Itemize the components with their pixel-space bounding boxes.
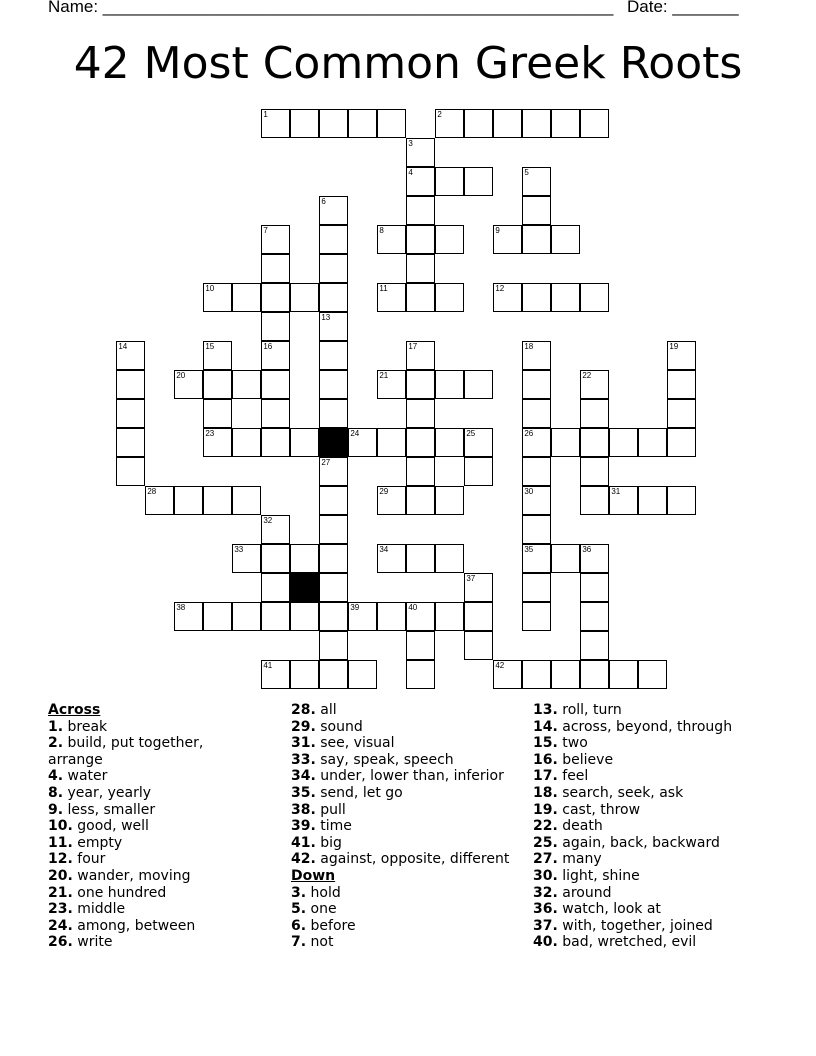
clue-item: 32. around [533, 884, 612, 901]
clues-column-2 [291, 702, 531, 951]
grid-cell[interactable] [290, 602, 319, 631]
clues-column-3 [533, 702, 773, 951]
clue-item: 1. break [48, 718, 108, 735]
grid-cell[interactable] [609, 428, 638, 457]
clue-item: 21. one hundred [48, 884, 167, 901]
grid-cell[interactable] [116, 370, 145, 399]
date-line[interactable]: Date: _______ [627, 0, 739, 16]
grid-cell[interactable] [406, 660, 435, 689]
clue-number-label: 35. [291, 784, 316, 801]
grid-cell[interactable] [348, 109, 377, 138]
grid-cell[interactable] [638, 660, 667, 689]
grid-cell[interactable] [261, 428, 290, 457]
grid-cell[interactable] [319, 399, 348, 428]
grid-cell[interactable] [435, 283, 464, 312]
clue-item: 34. under, lower than, inferior [291, 768, 504, 785]
clue-number: 21 [379, 371, 389, 381]
clue-item: 16. believe [533, 751, 614, 768]
clue-number-label: 40. [533, 934, 558, 951]
clue-number-label: 25. [533, 834, 558, 851]
clue-number-label: 36. [533, 901, 558, 918]
grid-cell[interactable] [522, 283, 551, 312]
clue-number-label: 21. [48, 884, 73, 901]
clue-number: 40 [408, 603, 418, 613]
grid-cell[interactable] [145, 486, 174, 515]
grid-cell[interactable] [203, 370, 232, 399]
grid-cell[interactable] [406, 138, 435, 167]
grid-cell[interactable] [522, 515, 551, 544]
grid-cell[interactable] [348, 428, 377, 457]
clue-number: 4 [408, 168, 413, 178]
grid-cell[interactable] [406, 254, 435, 283]
grid-cell[interactable] [638, 486, 667, 515]
clue-number: 11 [379, 284, 388, 294]
clue-item: 22. death [533, 818, 603, 835]
clue-item: 23. middle [48, 901, 126, 918]
grid-cell[interactable] [261, 109, 290, 138]
clue-item: 33. say, speak, speech [291, 751, 454, 768]
clue-item: 19. cast, throw [533, 801, 641, 818]
clue-number: 37 [466, 574, 476, 584]
grid-cell[interactable] [522, 399, 551, 428]
grid-cell[interactable] [348, 602, 377, 631]
grid-cell[interactable] [290, 544, 319, 573]
clue-number-label: 17. [533, 768, 558, 785]
clue-number-label: 20. [48, 867, 73, 884]
clue-number-label: 8. [48, 784, 64, 801]
grid-cell[interactable] [232, 283, 261, 312]
grid-cell[interactable] [580, 457, 609, 486]
clue-number: 30 [524, 487, 534, 497]
grid-cell[interactable] [116, 341, 145, 370]
clue-number: 22 [582, 371, 592, 381]
grid-cell[interactable] [406, 486, 435, 515]
grid-cell[interactable] [203, 399, 232, 428]
clue-number-label: 42. [291, 851, 316, 868]
grid-cell[interactable] [377, 225, 406, 254]
grid-cell[interactable] [319, 486, 348, 515]
clue-item: arrange [48, 751, 103, 768]
grid-cell[interactable] [116, 399, 145, 428]
grid-cell[interactable] [464, 602, 493, 631]
clue-item: 5. one [291, 901, 337, 918]
grid-cell[interactable] [406, 631, 435, 660]
grid-cell[interactable] [319, 109, 348, 138]
grid-cell[interactable] [319, 283, 348, 312]
grid-cell[interactable] [435, 544, 464, 573]
clue-item: 18. search, seek, ask [533, 784, 684, 801]
grid-cell[interactable] [522, 660, 551, 689]
grid-cell[interactable] [377, 109, 406, 138]
grid-cell[interactable] [493, 283, 522, 312]
grid-cell[interactable] [406, 196, 435, 225]
clue-section-heading: Across [48, 702, 101, 718]
grid-cell[interactable] [261, 515, 290, 544]
grid-cell[interactable] [580, 370, 609, 399]
clue-item: 2. build, put together, [48, 735, 204, 752]
black-square [319, 428, 348, 457]
grid-cell[interactable] [667, 486, 696, 515]
grid-cell[interactable] [551, 544, 580, 573]
grid-cell[interactable] [261, 544, 290, 573]
grid-cell[interactable] [116, 428, 145, 457]
clue-item: 9. less, smaller [48, 801, 156, 818]
grid-cell[interactable] [580, 486, 609, 515]
clue-number-label: 9. [48, 801, 64, 818]
clue-number: 12 [495, 284, 505, 294]
black-square [290, 573, 319, 602]
grid-cell[interactable] [522, 457, 551, 486]
grid-cell[interactable] [667, 370, 696, 399]
grid-cell[interactable] [174, 370, 203, 399]
grid-cell[interactable] [116, 457, 145, 486]
clue-number: 14 [118, 342, 128, 352]
clue-item: 31. see, visual [291, 735, 395, 752]
clue-item: 24. among, between [48, 917, 196, 934]
clue-number-label: 10. [48, 818, 73, 835]
grid-cell[interactable] [464, 167, 493, 196]
grid-cell[interactable] [580, 602, 609, 631]
clue-item: 25. again, back, backward [533, 834, 720, 851]
clue-number-label: 34. [291, 768, 316, 785]
grid-cell[interactable] [580, 109, 609, 138]
grid-cell[interactable] [551, 225, 580, 254]
grid-cell[interactable] [290, 428, 319, 457]
grid-cell[interactable] [406, 341, 435, 370]
clue-number: 32 [263, 516, 273, 526]
grid-cell[interactable] [493, 109, 522, 138]
grid-cell[interactable] [261, 370, 290, 399]
grid-cell[interactable] [551, 660, 580, 689]
clue-number: 16 [263, 342, 273, 352]
clue-number-label: 41. [291, 834, 316, 851]
clue-item: 40. bad, wretched, evil [533, 934, 697, 951]
clue-number: 28 [147, 487, 157, 497]
clue-item: 29. sound [291, 718, 363, 735]
clue-item: 38. pull [291, 801, 346, 818]
clue-item: 12. four [48, 851, 106, 868]
clue-number-label: 12. [48, 851, 73, 868]
grid-cell[interactable] [435, 370, 464, 399]
grid-cell[interactable] [203, 602, 232, 631]
grid-cell[interactable] [551, 283, 580, 312]
clue-number: 19 [669, 342, 679, 352]
clue-item: 3. hold [291, 884, 341, 901]
grid-cell[interactable] [203, 486, 232, 515]
clue-number: 18 [524, 342, 534, 352]
grid-cell[interactable] [667, 428, 696, 457]
grid-cell[interactable] [522, 573, 551, 602]
grid-cell[interactable] [406, 457, 435, 486]
grid-cell[interactable] [406, 283, 435, 312]
clue-item: 15. two [533, 735, 588, 752]
clue-number: 10 [205, 284, 215, 294]
clue-item: 6. before [291, 917, 356, 934]
grid-cell[interactable] [319, 602, 348, 631]
grid-cell[interactable] [377, 544, 406, 573]
clue-item: 7. not [291, 934, 334, 951]
grid-cell[interactable] [406, 428, 435, 457]
grid-cell[interactable] [377, 370, 406, 399]
clue-number: 2 [437, 110, 442, 120]
clue-number-label: 5. [291, 901, 307, 918]
grid-cell[interactable] [319, 631, 348, 660]
clue-item: 11. empty [48, 834, 123, 851]
grid-cell[interactable] [580, 631, 609, 660]
clue-number: 1 [263, 110, 268, 120]
grid-cell[interactable] [290, 109, 319, 138]
clue-item: 10. good, well [48, 818, 149, 835]
grid-cell[interactable] [377, 486, 406, 515]
clue-number: 3 [408, 139, 413, 149]
grid-cell[interactable] [174, 486, 203, 515]
clue-number: 26 [524, 429, 534, 439]
grid-cell[interactable] [261, 573, 290, 602]
grid-cell[interactable] [319, 573, 348, 602]
grid-cell[interactable] [522, 109, 551, 138]
clue-number-label: 3. [291, 884, 307, 901]
grid-cell[interactable] [232, 370, 261, 399]
grid-cell[interactable] [580, 283, 609, 312]
grid-cell[interactable] [580, 399, 609, 428]
clue-number-label: 2. [48, 735, 64, 752]
grid-cell[interactable] [580, 428, 609, 457]
clue-number-label: 19. [533, 801, 558, 818]
grid-cell[interactable] [522, 544, 551, 573]
grid-cell[interactable] [319, 254, 348, 283]
clue-item: 36. watch, look at [533, 901, 661, 918]
grid-cell[interactable] [609, 660, 638, 689]
clue-number-label: 13. [533, 702, 558, 718]
clue-item: 17. feel [533, 768, 589, 785]
clue-number: 35 [524, 545, 534, 555]
clue-number-label: 4. [48, 768, 64, 785]
grid-cell[interactable] [638, 428, 667, 457]
clue-item: 37. with, together, joined [533, 917, 713, 934]
clue-number-label: 37. [533, 917, 558, 934]
grid-cell[interactable] [290, 660, 319, 689]
clue-number: 25 [466, 429, 476, 439]
clue-number: 33 [234, 545, 244, 555]
grid-cell[interactable] [261, 602, 290, 631]
grid-cell[interactable] [580, 660, 609, 689]
clue-number-label: 30. [533, 867, 558, 884]
clue-number-label: 27. [533, 851, 558, 868]
grid-cell[interactable] [406, 167, 435, 196]
grid-cell[interactable] [319, 312, 348, 341]
clue-number: 42 [495, 661, 505, 671]
grid-cell[interactable] [464, 457, 493, 486]
clue-item: 28. all [291, 702, 337, 718]
clue-number-label: 1. [48, 718, 64, 735]
grid-cell[interactable] [464, 631, 493, 660]
clue-number-label: 29. [291, 718, 316, 735]
clue-item: 41. big [291, 834, 342, 851]
grid-cell[interactable] [464, 109, 493, 138]
grid-cell[interactable] [377, 602, 406, 631]
grid-cell[interactable] [319, 457, 348, 486]
clue-number: 8 [379, 226, 384, 236]
clue-number: 34 [379, 545, 389, 555]
grid-cell[interactable] [290, 283, 319, 312]
grid-cell[interactable] [435, 225, 464, 254]
clue-number: 5 [524, 168, 529, 178]
clue-number: 15 [205, 342, 215, 352]
clue-number: 20 [176, 371, 186, 381]
grid-cell[interactable] [319, 544, 348, 573]
grid-cell[interactable] [203, 341, 232, 370]
clue-number-label: 38. [291, 801, 316, 818]
clue-number-label: 15. [533, 735, 558, 752]
grid-cell[interactable] [464, 573, 493, 602]
grid-cell[interactable] [319, 341, 348, 370]
clue-number-label: 6. [291, 917, 307, 934]
clue-item: 8. year, yearly [48, 784, 152, 801]
grid-cell[interactable] [377, 283, 406, 312]
clue-number-label: 11. [48, 834, 73, 851]
page-title: 42 Most Common Greek Roots [73, 38, 743, 89]
grid-cell[interactable] [232, 486, 261, 515]
clue-number: 23 [205, 429, 215, 439]
clue-item: 20. wander, moving [48, 867, 191, 884]
grid-cell[interactable] [406, 602, 435, 631]
grid-cell[interactable] [435, 602, 464, 631]
clue-number-label: 39. [291, 818, 316, 835]
clue-number: 27 [321, 458, 331, 468]
grid-cell[interactable] [522, 341, 551, 370]
clue-item: 42. against, opposite, different [291, 851, 510, 868]
clue-item: 39. time [291, 818, 352, 835]
clue-number-label: 26. [48, 934, 73, 951]
clue-item: 30. light, shine [533, 867, 640, 884]
clue-number: 9 [495, 226, 500, 236]
clue-number-label: 14. [533, 718, 558, 735]
grid-cell[interactable] [667, 399, 696, 428]
grid-cell[interactable] [348, 660, 377, 689]
clue-number-label: 33. [291, 751, 316, 768]
grid-cell[interactable] [522, 196, 551, 225]
grid-cell[interactable] [406, 225, 435, 254]
grid-cell[interactable] [203, 283, 232, 312]
clue-number: 39 [350, 603, 360, 613]
grid-cell[interactable] [174, 602, 203, 631]
grid-cell[interactable] [580, 573, 609, 602]
clue-number-label: 31. [291, 735, 316, 752]
grid-cell[interactable] [464, 428, 493, 457]
grid-cell[interactable] [522, 428, 551, 457]
grid-cell[interactable] [232, 602, 261, 631]
clue-number: 7 [263, 226, 268, 236]
name-line[interactable]: Name: ______________________________________________________ [48, 0, 614, 16]
grid-cell[interactable] [609, 486, 638, 515]
clue-number: 36 [582, 545, 592, 555]
grid-cell[interactable] [319, 660, 348, 689]
grid-cell[interactable] [261, 312, 290, 341]
grid-cell[interactable] [667, 341, 696, 370]
clue-item: 13. roll, turn [533, 702, 622, 718]
grid-cell[interactable] [261, 660, 290, 689]
clue-item: 27. many [533, 851, 602, 868]
grid-cell[interactable] [551, 109, 580, 138]
clue-item: 4. water [48, 768, 108, 785]
grid-cell[interactable] [493, 660, 522, 689]
clue-number: 29 [379, 487, 389, 497]
clue-number-label: 24. [48, 917, 73, 934]
grid-cell[interactable] [261, 254, 290, 283]
clue-number: 38 [176, 603, 186, 613]
clues-column-1 [48, 702, 283, 951]
clue-item: 26. write [48, 934, 113, 951]
grid-cell[interactable] [464, 370, 493, 399]
clue-number: 13 [321, 313, 331, 323]
clue-number-label: 7. [291, 934, 307, 951]
clue-number: 31 [611, 487, 621, 497]
grid-cell[interactable] [435, 109, 464, 138]
clue-item: 14. across, beyond, through [533, 718, 733, 735]
grid-cell[interactable] [522, 370, 551, 399]
grid-cell[interactable] [232, 428, 261, 457]
clue-number-label: 16. [533, 751, 558, 768]
grid-cell[interactable] [377, 428, 406, 457]
grid-cell[interactable] [435, 167, 464, 196]
clue-item: 35. send, let go [291, 784, 403, 801]
grid-cell[interactable] [261, 283, 290, 312]
clue-number: 24 [350, 429, 360, 439]
clue-number-label: 32. [533, 884, 558, 901]
grid-cell[interactable] [406, 544, 435, 573]
grid-cell[interactable] [203, 428, 232, 457]
grid-cell[interactable] [319, 370, 348, 399]
grid-cell[interactable] [406, 399, 435, 428]
grid-cell[interactable] [522, 486, 551, 515]
grid-cell[interactable] [522, 602, 551, 631]
grid-cell[interactable] [261, 225, 290, 254]
grid-cell[interactable] [580, 544, 609, 573]
clue-number: 17 [408, 342, 418, 352]
grid-cell[interactable] [319, 225, 348, 254]
clue-number: 6 [321, 197, 326, 207]
grid-cell[interactable] [319, 196, 348, 225]
grid-cell[interactable] [319, 515, 348, 544]
clue-number-label: 22. [533, 818, 558, 835]
grid-cell[interactable] [493, 225, 522, 254]
clue-number-label: 23. [48, 901, 73, 918]
grid-cell[interactable] [435, 428, 464, 457]
grid-cell[interactable] [522, 167, 551, 196]
grid-cell[interactable] [261, 399, 290, 428]
grid-cell[interactable] [406, 370, 435, 399]
grid-cell[interactable] [551, 428, 580, 457]
grid-cell[interactable] [261, 341, 290, 370]
grid-cell[interactable] [232, 544, 261, 573]
grid-cell[interactable] [522, 225, 551, 254]
clue-section-heading: Down [291, 867, 336, 884]
clue-number-label: 28. [291, 702, 316, 718]
clue-number-label: 18. [533, 784, 558, 801]
clue-number: 41 [263, 661, 273, 671]
grid-cell[interactable] [435, 486, 464, 515]
